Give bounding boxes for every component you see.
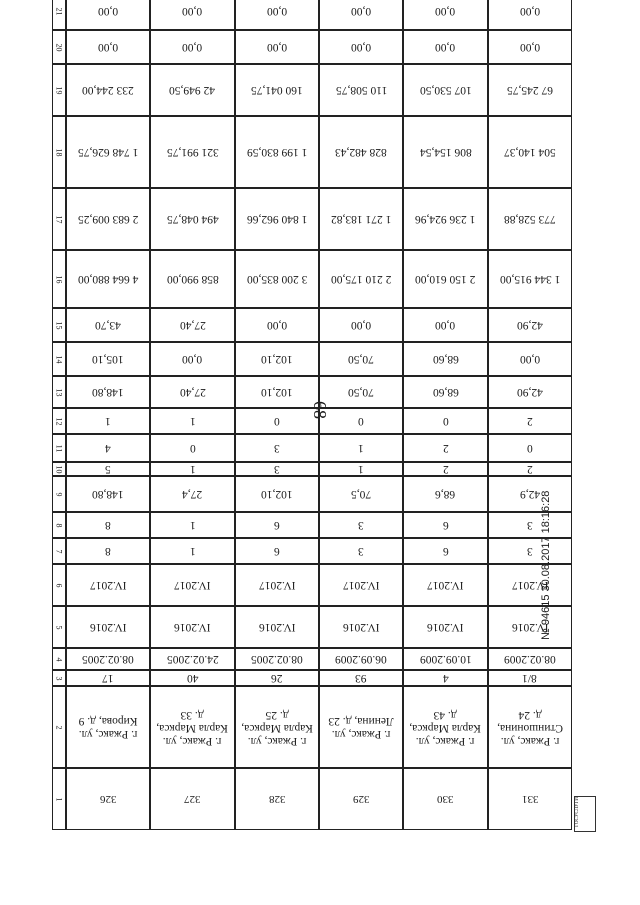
cell-value: 3 bbox=[526, 545, 533, 557]
table-cell bbox=[150, 686, 234, 768]
table-cell bbox=[66, 564, 150, 606]
column-header-17 bbox=[52, 188, 66, 250]
cell-value: 107 530,50 bbox=[419, 84, 472, 96]
column-header-label: 5 bbox=[54, 625, 64, 629]
column-header-label: 8 bbox=[54, 523, 64, 527]
table-cell bbox=[488, 342, 572, 376]
table-cell bbox=[319, 342, 403, 376]
cell-value: г. Ржакс, ул. Ленина, д. 23 bbox=[328, 715, 394, 740]
column-header-18 bbox=[52, 116, 66, 188]
cell-value: 0 bbox=[442, 415, 449, 427]
cell-value: 327 bbox=[184, 793, 201, 805]
table-cell bbox=[235, 434, 319, 462]
table-cell bbox=[403, 30, 487, 64]
table-cell bbox=[403, 434, 487, 462]
column-header-label: 9 bbox=[54, 492, 64, 496]
cell-value: 1 bbox=[189, 519, 196, 531]
cell-value: 2 bbox=[526, 463, 533, 475]
table-cell bbox=[488, 670, 572, 686]
cell-value: г. Ржакс, ул. Кирова, д. 9 bbox=[78, 715, 138, 740]
cell-value: 0,00 bbox=[98, 5, 119, 17]
cell-value: 0,00 bbox=[519, 41, 540, 53]
table-cell bbox=[488, 64, 572, 116]
cell-value: 2 bbox=[526, 415, 533, 427]
cell-value: IV.2017 bbox=[427, 579, 464, 591]
cell-value: IV.2016 bbox=[427, 621, 464, 633]
column-header-5 bbox=[52, 606, 66, 648]
table-cell bbox=[488, 434, 572, 462]
table-cell bbox=[235, 308, 319, 342]
table-cell bbox=[235, 476, 319, 512]
table-cell bbox=[319, 686, 403, 768]
logo-text: ГОСУСЛУГИ bbox=[575, 797, 580, 827]
table-cell bbox=[319, 476, 403, 512]
column-header-label: 21 bbox=[54, 7, 64, 15]
table-cell bbox=[403, 768, 487, 830]
cell-value: 858 990,00 bbox=[166, 273, 219, 285]
cell-value: 2 bbox=[442, 463, 449, 475]
column-header-label: 6 bbox=[54, 583, 64, 587]
table-cell bbox=[488, 116, 572, 188]
cell-value: 1 199 830,59 bbox=[246, 146, 307, 158]
cell-value: 806 154,54 bbox=[419, 146, 472, 158]
cell-value: 42,90 bbox=[516, 386, 543, 398]
table-cell bbox=[150, 476, 234, 512]
table-cell bbox=[150, 0, 234, 30]
cell-value: 42,9 bbox=[519, 488, 540, 500]
table-cell bbox=[150, 408, 234, 434]
table-cell bbox=[319, 564, 403, 606]
table-cell bbox=[403, 408, 487, 434]
cell-value: IV.2017 bbox=[342, 579, 380, 591]
column-header-14 bbox=[52, 342, 66, 376]
column-header-15 bbox=[52, 308, 66, 342]
cell-value: 70,50 bbox=[348, 353, 375, 365]
cell-value: 24.02.2005 bbox=[166, 653, 219, 665]
cell-value: 1 bbox=[358, 463, 365, 475]
table-cell bbox=[403, 308, 487, 342]
cell-value: 27,40 bbox=[179, 386, 206, 398]
table-cell bbox=[235, 648, 319, 670]
table-cell bbox=[235, 250, 319, 308]
table-cell bbox=[403, 250, 487, 308]
table-cell bbox=[235, 606, 319, 648]
table-cell bbox=[66, 376, 150, 408]
cell-value: г. Ржакс, ул. Карла Маркса, д. 43 bbox=[409, 708, 482, 747]
cell-value: 08.02.2005 bbox=[250, 653, 303, 665]
table-cell bbox=[319, 670, 403, 686]
table-cell bbox=[150, 462, 234, 476]
cell-value: 3 bbox=[358, 519, 365, 531]
cell-value: 2 210 175,00 bbox=[330, 273, 392, 285]
cell-value: 6 bbox=[273, 545, 280, 557]
table-cell bbox=[66, 512, 150, 538]
table-cell bbox=[66, 768, 150, 830]
column-header-16 bbox=[52, 250, 66, 308]
column-header-2 bbox=[52, 686, 66, 768]
cell-value: 1 840 962,66 bbox=[246, 213, 307, 225]
cell-value: 329 bbox=[352, 793, 370, 805]
column-header-label: 10 bbox=[54, 465, 64, 473]
cell-value: IV.2017 bbox=[174, 579, 211, 591]
cell-value: 27,4 bbox=[182, 488, 203, 500]
cell-value: 4 bbox=[105, 442, 112, 454]
table-cell bbox=[403, 606, 487, 648]
cell-value: 3 200 835,00 bbox=[246, 273, 307, 285]
table-cell bbox=[150, 250, 234, 308]
cell-value: IV.2016 bbox=[89, 621, 127, 633]
gosuslugi-logo bbox=[574, 796, 596, 832]
cell-value: 105,10 bbox=[92, 353, 124, 365]
table-cell bbox=[150, 670, 234, 686]
cell-value: 0,00 bbox=[519, 353, 540, 365]
cell-value: 43,70 bbox=[95, 319, 122, 331]
table-cell bbox=[319, 188, 403, 250]
table-cell bbox=[235, 538, 319, 564]
table-cell bbox=[488, 606, 572, 648]
cell-value: 1 bbox=[358, 442, 365, 454]
table-cell bbox=[150, 648, 234, 670]
cell-value: 110 508,75 bbox=[335, 84, 387, 96]
cell-value: 1 344 915,00 bbox=[499, 273, 560, 285]
column-header-label: 4 bbox=[54, 657, 64, 661]
table-cell bbox=[150, 768, 234, 830]
table-cell bbox=[235, 116, 319, 188]
table-cell bbox=[403, 188, 487, 250]
cell-value: 8 bbox=[105, 519, 112, 531]
cell-value: IV.2016 bbox=[258, 621, 296, 633]
column-header-label: 11 bbox=[54, 444, 64, 452]
table-cell bbox=[488, 564, 572, 606]
table-cell bbox=[150, 116, 234, 188]
table-cell bbox=[235, 462, 319, 476]
column-header-9 bbox=[52, 476, 66, 512]
cell-value: 42 949,50 bbox=[169, 84, 216, 96]
cell-value: 27,40 bbox=[179, 319, 206, 331]
cell-value: 67 245,75 bbox=[506, 84, 553, 96]
table-cell bbox=[235, 564, 319, 606]
cell-value: 70,50 bbox=[348, 386, 375, 398]
cell-value: 0,00 bbox=[98, 41, 119, 53]
table-cell bbox=[235, 376, 319, 408]
cell-value: 70,5 bbox=[351, 488, 372, 500]
table-cell bbox=[403, 0, 487, 30]
cell-value: 3 bbox=[273, 442, 280, 454]
cell-value: 1 bbox=[189, 545, 196, 557]
table-cell bbox=[66, 538, 150, 564]
table-cell bbox=[488, 476, 572, 512]
table-cell bbox=[150, 342, 234, 376]
table-cell bbox=[319, 376, 403, 408]
table-cell bbox=[488, 0, 572, 30]
cell-value: 504 140,37 bbox=[503, 146, 556, 158]
cell-value: 0,00 bbox=[351, 5, 372, 17]
column-header-3 bbox=[52, 670, 66, 686]
cell-value: 0,00 bbox=[182, 41, 203, 53]
column-header-label: 17 bbox=[54, 215, 64, 223]
cell-value: г. Ржакс, ул. Стиншонина, д. 24 bbox=[496, 708, 563, 747]
cell-value: 1 bbox=[105, 415, 112, 427]
table-cell bbox=[488, 376, 572, 408]
cell-value: 08.02.2009 bbox=[503, 653, 556, 665]
column-header-label: 16 bbox=[54, 275, 64, 283]
cell-value: 328 bbox=[268, 793, 286, 805]
table-cell bbox=[150, 376, 234, 408]
table-cell bbox=[319, 648, 403, 670]
table-cell bbox=[150, 188, 234, 250]
cell-value: 0,00 bbox=[182, 353, 203, 365]
table-cell bbox=[66, 116, 150, 188]
column-header-label: 20 bbox=[54, 43, 64, 51]
column-header-label: 14 bbox=[54, 355, 64, 363]
table-cell bbox=[319, 434, 403, 462]
table-cell bbox=[66, 434, 150, 462]
table-cell bbox=[488, 686, 572, 768]
table-cell bbox=[66, 408, 150, 434]
table-cell bbox=[235, 30, 319, 64]
cell-value: 0,00 bbox=[351, 41, 372, 53]
table-cell bbox=[488, 188, 572, 250]
table-cell bbox=[403, 538, 487, 564]
cell-value: 0,00 bbox=[266, 5, 287, 17]
cell-value: 331 bbox=[521, 793, 539, 805]
table-cell bbox=[488, 462, 572, 476]
cell-value: 1 748 626,75 bbox=[77, 146, 139, 158]
cell-value: 0,00 bbox=[435, 5, 456, 17]
cell-value: IV.2016 bbox=[342, 621, 380, 633]
column-header-label: 13 bbox=[54, 388, 64, 396]
cell-value: IV.2017 bbox=[511, 579, 549, 591]
column-header-21 bbox=[52, 0, 66, 30]
table-cell bbox=[319, 0, 403, 30]
cell-value: 6 bbox=[442, 545, 449, 557]
cell-value: 68,6 bbox=[435, 488, 456, 500]
column-header-label: 19 bbox=[54, 86, 64, 94]
column-header-label: 15 bbox=[54, 321, 64, 329]
table-cell bbox=[235, 670, 319, 686]
cell-value: 26 bbox=[271, 672, 283, 684]
table-cell bbox=[403, 512, 487, 538]
table-cell bbox=[66, 670, 150, 686]
table-cell bbox=[66, 342, 150, 376]
cell-value: 1 271 183,82 bbox=[330, 213, 392, 225]
cell-value: 8/1 bbox=[522, 672, 538, 684]
cell-value: 102,10 bbox=[261, 386, 293, 398]
table-cell bbox=[235, 0, 319, 30]
cell-value: 0,00 bbox=[435, 41, 456, 53]
table-cell bbox=[319, 64, 403, 116]
cell-value: 6 bbox=[442, 519, 449, 531]
table-cell bbox=[403, 64, 487, 116]
cell-value: 0,00 bbox=[266, 319, 287, 331]
table-cell bbox=[319, 308, 403, 342]
cell-value: 0,00 bbox=[519, 5, 540, 17]
cell-value: 17 bbox=[102, 672, 114, 684]
table-cell bbox=[488, 538, 572, 564]
registry-table bbox=[52, 5, 572, 830]
table-cell bbox=[319, 116, 403, 188]
cell-value: 2 bbox=[442, 442, 449, 454]
table-cell bbox=[150, 64, 234, 116]
column-header-10 bbox=[52, 462, 66, 476]
table-cell bbox=[150, 512, 234, 538]
table-cell bbox=[403, 476, 487, 512]
table-cell bbox=[488, 512, 572, 538]
table-cell bbox=[150, 434, 234, 462]
cell-value: 3 bbox=[273, 463, 280, 475]
cell-value: 68,60 bbox=[432, 386, 459, 398]
table-cell bbox=[235, 686, 319, 768]
table-cell bbox=[403, 564, 487, 606]
cell-value: 0 bbox=[189, 442, 196, 454]
cell-value: 5 bbox=[105, 463, 112, 475]
table-cell bbox=[66, 462, 150, 476]
cell-value: IV.2016 bbox=[511, 621, 549, 633]
table-cell bbox=[235, 512, 319, 538]
cell-value: 0 bbox=[273, 415, 280, 427]
table-cell bbox=[319, 606, 403, 648]
cell-value: 1 bbox=[189, 415, 196, 427]
column-header-12 bbox=[52, 408, 66, 434]
table-cell bbox=[488, 308, 572, 342]
table-cell bbox=[235, 188, 319, 250]
cell-value: г. Ржакс, ул. Карла Маркса, д. 25 bbox=[241, 708, 313, 747]
column-header-11 bbox=[52, 434, 66, 462]
table-cell bbox=[150, 30, 234, 64]
table-cell bbox=[403, 462, 487, 476]
cell-value: 4 bbox=[442, 672, 449, 684]
cell-value: 06.09.2009 bbox=[335, 653, 388, 665]
cell-value: г. Ржакс, ул. Карла Маркса, д. 33 bbox=[156, 708, 229, 747]
table-cell bbox=[488, 30, 572, 64]
column-header-label: 2 bbox=[54, 725, 64, 729]
cell-value: 0,00 bbox=[435, 319, 456, 331]
cell-value: 42,90 bbox=[516, 319, 543, 331]
table-cell bbox=[66, 308, 150, 342]
table-cell bbox=[235, 64, 319, 116]
cell-value: 1 236 924,96 bbox=[415, 213, 476, 225]
column-header-8 bbox=[52, 512, 66, 538]
cell-value: 3 bbox=[526, 519, 533, 531]
column-header-7 bbox=[52, 538, 66, 564]
cell-value: 321 991,75 bbox=[166, 146, 219, 158]
table-cell bbox=[66, 686, 150, 768]
table-cell bbox=[66, 476, 150, 512]
cell-value: 102,10 bbox=[261, 353, 293, 365]
column-header-19 bbox=[52, 64, 66, 116]
table-cell bbox=[66, 188, 150, 250]
cell-value: 3 bbox=[358, 545, 365, 557]
table-cell bbox=[488, 250, 572, 308]
table-cell bbox=[403, 686, 487, 768]
cell-value: 68,60 bbox=[432, 353, 459, 365]
cell-value: 494 048,75 bbox=[166, 213, 219, 225]
table-cell bbox=[403, 376, 487, 408]
table-cell bbox=[66, 0, 150, 30]
cell-value: 326 bbox=[99, 793, 117, 805]
column-header-label: 3 bbox=[54, 676, 64, 680]
table-cell bbox=[488, 768, 572, 830]
column-header-label: 18 bbox=[54, 148, 64, 156]
cell-value: 0 bbox=[526, 442, 533, 454]
cell-value: 233 244,00 bbox=[82, 84, 135, 96]
cell-value: 10.09.2009 bbox=[419, 653, 472, 665]
cell-value: IV.2017 bbox=[258, 579, 296, 591]
table-cell bbox=[150, 564, 234, 606]
table-cell bbox=[66, 250, 150, 308]
table-cell bbox=[150, 308, 234, 342]
cell-value: 8 bbox=[105, 545, 112, 557]
table-cell bbox=[319, 768, 403, 830]
table-cell bbox=[66, 30, 150, 64]
table-cell bbox=[66, 64, 150, 116]
cell-value: 6 bbox=[273, 519, 280, 531]
cell-value: 2 150 610,00 bbox=[415, 273, 476, 285]
page-number: 68 bbox=[310, 401, 330, 419]
table-cell bbox=[319, 538, 403, 564]
cell-value: 40 bbox=[186, 672, 199, 684]
cell-value: 160 041,75 bbox=[250, 84, 303, 96]
table-cell bbox=[488, 648, 572, 670]
table-cell bbox=[150, 538, 234, 564]
cell-value: 2 683 009,25 bbox=[77, 213, 139, 225]
cell-value: 828 482,43 bbox=[335, 146, 388, 158]
column-header-20 bbox=[52, 30, 66, 64]
column-header-13 bbox=[52, 376, 66, 408]
table-cell bbox=[235, 768, 319, 830]
column-header-label: 12 bbox=[54, 417, 64, 425]
cell-value: 102,10 bbox=[261, 488, 293, 500]
table-cell bbox=[403, 116, 487, 188]
cell-value: 1 bbox=[189, 463, 196, 475]
document-stamp: № 94615 30.08.2017 18:16:28 bbox=[540, 490, 552, 640]
cell-value: 0,00 bbox=[182, 5, 203, 17]
column-header-label: 7 bbox=[54, 549, 64, 553]
cell-value: 0,00 bbox=[351, 319, 372, 331]
table-cell bbox=[319, 462, 403, 476]
table-cell bbox=[235, 408, 319, 434]
table-cell bbox=[150, 606, 234, 648]
cell-value: 148,80 bbox=[92, 386, 124, 398]
cell-value: 148,80 bbox=[92, 488, 124, 500]
table-cell bbox=[403, 670, 487, 686]
column-header-label: 1 bbox=[54, 797, 64, 801]
column-header-6 bbox=[52, 564, 66, 606]
cell-value: 0 bbox=[358, 415, 365, 427]
table-cell bbox=[403, 648, 487, 670]
table-cell bbox=[319, 512, 403, 538]
table-cell bbox=[319, 408, 403, 434]
table-cell bbox=[319, 250, 403, 308]
cell-value: 08.02.2005 bbox=[82, 653, 135, 665]
table-cell bbox=[403, 342, 487, 376]
table-cell bbox=[235, 342, 319, 376]
cell-value: IV.2016 bbox=[174, 621, 211, 633]
cell-value: 0,00 bbox=[266, 41, 287, 53]
cell-value: 330 bbox=[437, 793, 454, 805]
column-header-1 bbox=[52, 768, 66, 830]
cell-value: IV.2017 bbox=[89, 579, 127, 591]
column-header-4 bbox=[52, 648, 66, 670]
cell-value: 773 528,88 bbox=[503, 213, 556, 225]
table-cell bbox=[319, 30, 403, 64]
cell-value: 4 664 880,00 bbox=[77, 273, 139, 285]
cell-value: 93 bbox=[355, 672, 367, 684]
table-cell bbox=[66, 606, 150, 648]
table-cell bbox=[488, 408, 572, 434]
table-cell bbox=[66, 648, 150, 670]
